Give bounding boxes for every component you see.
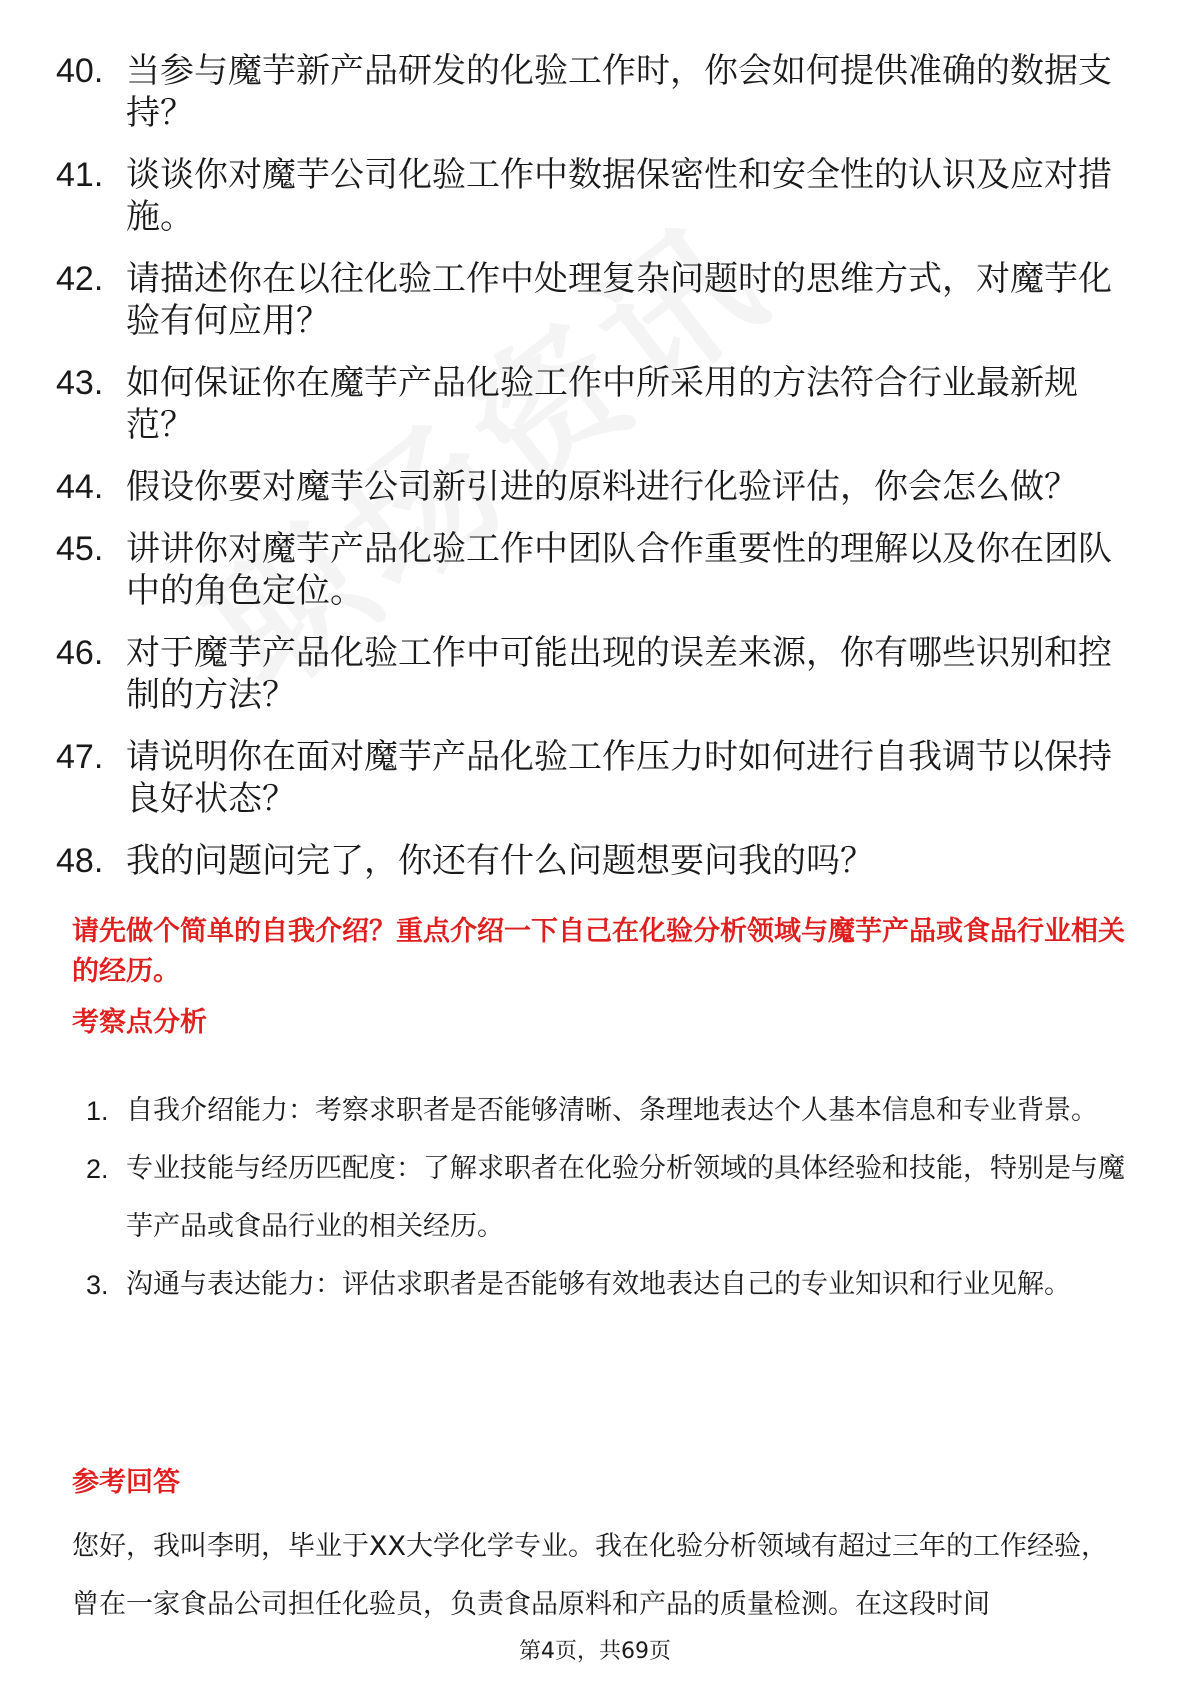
question-text: 请说明你在面对魔芋产品化验工作压力时如何进行自我调节以保持良好状态？ (126, 737, 1112, 819)
analysis-number: 3. (86, 1270, 109, 1300)
analysis-item (86, 1140, 1136, 1256)
question-number: 44. (56, 468, 104, 506)
analysis-text: 自我介绍能力：考察求职者是否能够清晰、条理地表达个人基本信息和专业背景。 (126, 1095, 1098, 1126)
analysis-list (86, 1082, 1136, 1314)
question-item (56, 632, 1136, 716)
question-headline: 请先做个简单的自我介绍？重点介绍一下自己在化验分析领域与魔芋产品或食品行业相关的经历。 (72, 916, 1125, 987)
question-item (56, 466, 1136, 508)
question-item (56, 528, 1136, 612)
question-text: 对于魔芋产品化验工作中可能出现的误差来源，你有哪些识别和控制的方法？ (126, 633, 1112, 715)
question-item (56, 154, 1136, 238)
reference-answer-title: 参考回答 (72, 1467, 180, 1498)
page-number: 第4页，共69页 (519, 1639, 671, 1664)
question-text: 如何保证你在魔芋产品化验工作中所采用的方法符合行业最新规范？ (126, 363, 1078, 445)
analysis-text: 专业技能与经历匹配度：了解求职者在化验分析领域的具体经验和技能，特别是与魔芋产品或食品行业的相关经历。 (126, 1153, 1125, 1242)
analysis-item (86, 1082, 1136, 1140)
analysis-text: 沟通与表达能力：评估求职者是否能够有效地表达自己的专业知识和行业见解。 (126, 1269, 1071, 1300)
question-number: 41. (56, 156, 104, 194)
question-list (56, 50, 1136, 902)
question-text: 我的问题问完了，你还有什么问题想要问我的吗？ (126, 841, 874, 881)
question-item (56, 50, 1136, 134)
question-text: 假设你要对魔芋公司新引进的原料进行化验评估，你会怎么做？ (126, 467, 1078, 507)
question-number: 48. (56, 842, 104, 880)
question-number: 46. (56, 634, 104, 672)
reference-answer-text: 您好，我叫李明，毕业于XX大学化学专业。我在化验分析领域有超过三年的工作经验，曾在一家食品公司担任化验员，负责食品原料和产品的质量检测。在这段时间 (72, 1531, 1108, 1620)
question-text: 讲讲你对魔芋产品化验工作中团队合作重要性的理解以及你在团队中的角色定位。 (126, 529, 1112, 611)
question-text: 请描述你在以往化验工作中处理复杂问题时的思维方式，对魔芋化验有何应用？ (126, 259, 1112, 341)
question-item (56, 840, 1136, 882)
question-number: 42. (56, 260, 104, 298)
question-number: 45. (56, 530, 104, 568)
question-item (56, 736, 1136, 820)
analysis-title: 考察点分析 (72, 1007, 207, 1038)
question-item (56, 258, 1136, 342)
question-number: 40. (56, 52, 104, 90)
question-number: 43. (56, 364, 104, 402)
question-text: 当参与魔芋新产品研发的化验工作时，你会如何提供准确的数据支持？ (126, 51, 1112, 133)
analysis-number: 2. (86, 1154, 109, 1184)
analysis-number: 1. (86, 1096, 109, 1126)
question-text: 谈谈你对魔芋公司化验工作中数据保密性和安全性的认识及应对措施。 (126, 155, 1112, 237)
analysis-item (86, 1256, 1136, 1314)
question-number: 47. (56, 738, 104, 776)
question-item (56, 362, 1136, 446)
